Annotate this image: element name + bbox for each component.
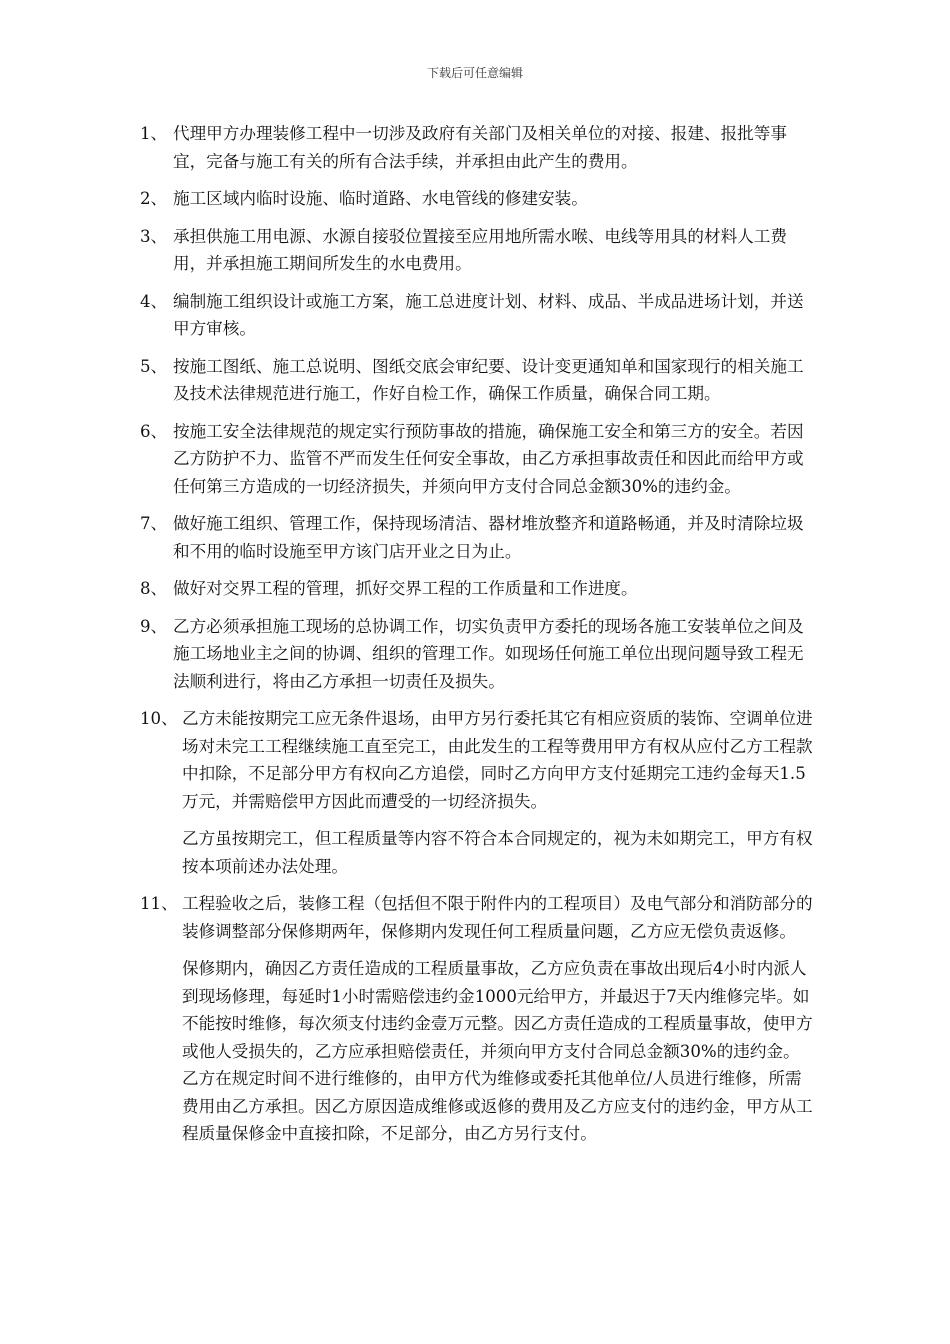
contract-clauses <box>140 120 815 1158</box>
clause-text: 工程验收之后，装修工程（包括但不限于附件内的工程项目）及电气部分和消防部分的装修调整部分保修期两年，保修期内发现任何工程质量问题，乙方应无偿负责返修。 <box>182 894 813 941</box>
clause-text: 做好施工组织、管理工作，保持现场清洁、器材堆放整齐和道路畅通，并及时清除垃圾和不用的临时设施至甲方该门店开业之日为止。 <box>173 514 804 561</box>
clause-text: 代理甲方办理装修工程中一切涉及政府有关部门及相关单位的对接、报建、报批等事宜，完备与施工有关的所有合法手续，并承担由此产生的费用。 <box>173 124 787 171</box>
clause-text: 按施工安全法律规范的规定实行预防事故的措施，确保施工安全和第三方的安全。若因乙方防护不力、监管不严而发生任何安全事故，由乙方承担事故责任和因此而给甲方或任何第三方造成的一切经济损失，并须向甲方支付合同总金额30%的违约金。 <box>173 421 804 496</box>
clause-number: 8、 <box>140 579 168 598</box>
clause-text: 承担供施工用电源、水源自接驳位置接至应用地所需水喉、电线等用具的材料人工费用，并承担施工期间所发生的水电费用。 <box>173 226 787 273</box>
clause-text: 乙方必须承担施工现场的总协调工作，切实负责甲方委托的现场各施工安装单位之间及施工场地业主之间的协调、组织的管理工作。如现场任何施工单位出现问题导致工程无法顺利进行，将由乙方承担一切责任及损失。 <box>173 616 804 691</box>
clause-number: 4、 <box>140 291 168 311</box>
clause-item <box>140 185 815 213</box>
clause-number: 6、 <box>140 421 168 441</box>
clause-text: 按施工图纸、施工总说明、图纸交底会审纪要、设计变更通知单和国家现行的相关施工及技术法律规范进行施工，作好自检工作，确保工作质量，确保合同工期。 <box>173 356 804 403</box>
clause-item <box>140 575 815 603</box>
clause-item <box>140 613 815 696</box>
clause-item <box>140 288 815 343</box>
clause-item <box>140 510 815 565</box>
clause-item <box>140 223 815 278</box>
clause-number: 11、 <box>140 894 178 913</box>
clause-text: 施工区域内临时设施、临时道路、水电管线的修建安装。 <box>173 189 588 208</box>
clause-number: 1、 <box>140 124 168 143</box>
clause-number: 5、 <box>140 356 168 376</box>
clause-item <box>140 890 815 1148</box>
page-header: 下载后可任意编辑 <box>426 66 523 80</box>
clause-number: 2、 <box>140 189 168 208</box>
clause-number: 3、 <box>140 226 168 246</box>
clause-text: 乙方未能按期完工应无条件退场，由甲方另行委托其它有相应资质的装饰、空调单位进场对未完工工程继续施工直至完工，由此发生的工程等费用甲方有权从应付乙方工程款中扣除，不足部分甲方有权向乙方追偿，同时乙方向甲方支付延期完工违约金每天1.5万元，并需赔偿甲方因此而遭受的一切经济损失。 <box>182 709 813 811</box>
clause-item <box>140 353 815 408</box>
clause-item <box>140 418 815 501</box>
clause-number: 9、 <box>140 616 168 636</box>
clause-item <box>140 705 815 880</box>
clause-text: 做好对交界工程的管理，抓好交界工程的工作质量和工作进度。 <box>173 579 638 598</box>
clause-extra-text: 保修期内，确因乙方责任造成的工程质量事故，乙方应负责在事故出现后4小时内派人到现场修理，每延时1小时需赔偿违约金1000元给甲方，并最迟于7天内维修完毕。如不能按时维修，每次须支付违约金壹万元整。因乙方责任造成的工程质量事故，使甲方或他人受损失的，乙方应承担赔偿责任，并须向甲方支付合同总金额30%的违约金。乙方在规定时间不进行维修的，由甲方代为维修或委托其他单位/人员进行维修，所需费用由乙方承担。因乙方原因造成维修或返修的费用及乙方应支付的违约金，甲方从工程质量保修金中直接扣除，不足部分，由乙方另行支付。 <box>182 959 813 1143</box>
clause-text: 编制施工组织设计或施工方案，施工总进度计划、材料、成品、半成品进场计划，并送甲方审核。 <box>173 291 804 338</box>
clause-extra-text: 乙方虽按期完工，但工程质量等内容不符合本合同规定的，视为未如期完工，甲方有权按本项前述办法处理。 <box>182 829 813 876</box>
clause-number: 10、 <box>140 709 178 728</box>
clause-number: 7、 <box>140 514 168 533</box>
clause-item <box>140 120 815 175</box>
